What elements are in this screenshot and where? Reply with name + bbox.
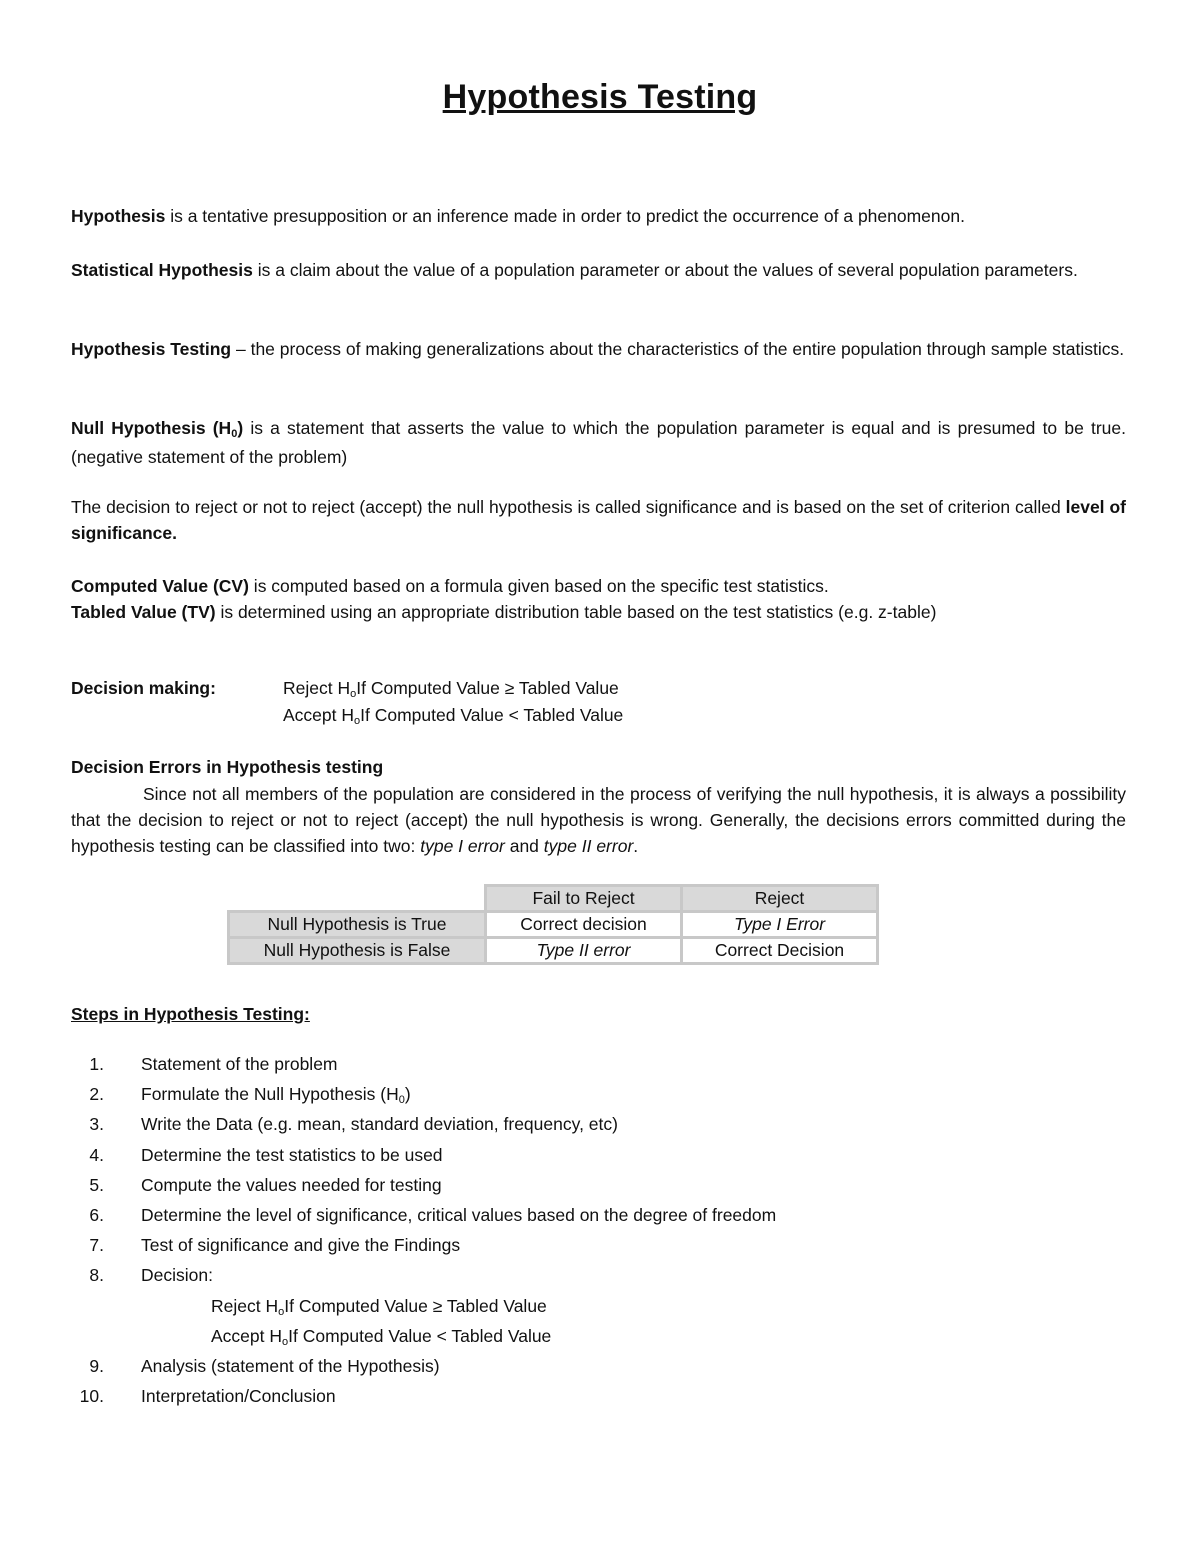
step-text: Determine the test statistics to be used xyxy=(141,1144,443,1165)
table-row xyxy=(229,912,878,938)
table-cell: Correct decision xyxy=(486,912,682,938)
accept-sub: o xyxy=(354,715,361,727)
step-number: 2. xyxy=(89,1084,104,1105)
table-corner-cell xyxy=(229,886,486,912)
hypothesis-term: Hypothesis xyxy=(71,206,166,226)
step-decision-reject xyxy=(211,1293,547,1322)
decision-making-accept xyxy=(283,702,623,731)
tabled-value-definition xyxy=(71,599,1126,625)
statistical-hypothesis-definition xyxy=(71,257,1126,283)
accept-pre: Accept H xyxy=(283,705,354,725)
step-text-close: ) xyxy=(404,1084,411,1105)
step-number: 5. xyxy=(89,1174,104,1195)
decision-making-reject xyxy=(283,675,619,704)
decision-errors-heading-text: Decision Errors in Hypothesis testing xyxy=(71,757,384,777)
step-text: Decision: xyxy=(141,1265,213,1286)
step-decision-accept xyxy=(211,1323,551,1352)
table-cell: Type I Error xyxy=(682,912,878,938)
step-text: Interpretation/Conclusion xyxy=(141,1386,336,1407)
computed-value-definition xyxy=(71,573,1126,599)
step-number: 4. xyxy=(89,1144,104,1165)
step-number: 10. xyxy=(79,1386,104,1407)
step-number: 8. xyxy=(89,1265,104,1286)
cv-text: is computed based on a formula given based on the specific test statistics. xyxy=(248,576,829,596)
step-number: 9. xyxy=(89,1355,104,1376)
decision-paragraph xyxy=(71,494,1126,546)
step-text: Statement of the problem xyxy=(141,1054,338,1074)
null-text: is a statement that asserts the value to which the population parameter is equal and is presumed to be true. (negative statement of the problem) xyxy=(71,418,1126,467)
reject-pre: Reject H xyxy=(283,678,351,698)
decision-errors-table xyxy=(227,884,879,965)
step-subscript: 0 xyxy=(398,1094,405,1107)
testing-term: Hypothesis Testing xyxy=(71,339,232,359)
null-term xyxy=(71,418,243,438)
null-hypothesis-definition xyxy=(71,415,1126,470)
table-row xyxy=(229,938,878,964)
step-reject-pre: Reject H xyxy=(211,1295,279,1316)
steps-heading: Steps in Hypothesis Testing: xyxy=(71,1004,310,1024)
decision-errors-paragraph xyxy=(71,781,1126,859)
accept-post: If Computed Value < Tabled Value xyxy=(360,705,624,725)
table-row-label: Null Hypothesis is True xyxy=(229,912,486,938)
reject-post: If Computed Value ≥ Tabled Value xyxy=(356,678,619,698)
table-header-row xyxy=(229,886,878,912)
step-text: Determine the level of significance, critical values based on the degree of freedom xyxy=(141,1204,777,1225)
step-reject-sub: o xyxy=(278,1305,285,1318)
decision-making-label-text: Decision making: xyxy=(71,678,216,698)
decision-errors-heading xyxy=(71,754,383,780)
step-number: 3. xyxy=(89,1114,104,1135)
table-header-reject: Reject xyxy=(682,886,878,912)
and-text: and xyxy=(504,836,544,856)
cv-term: Computed Value (CV) xyxy=(71,576,249,596)
null-term-close: ) xyxy=(237,418,244,438)
step-text xyxy=(141,1081,411,1110)
step-text-main: Formulate the Null Hypothesis (H xyxy=(141,1084,399,1105)
hypothesis-text: is a tentative presupposition or an inference made in order to predict the occurrence of a phenomenon. xyxy=(165,206,965,226)
decision-making-label xyxy=(71,675,216,701)
step-accept-sub: o xyxy=(282,1335,289,1348)
null-term-text: Null Hypothesis (H xyxy=(71,418,232,438)
testing-text: – the process of making generalizations about the characteristics of the entire population through sample statistics. xyxy=(231,339,1125,359)
null-subscript: 0 xyxy=(231,428,238,440)
step-number: 7. xyxy=(89,1235,104,1256)
step-text: Analysis (statement of the Hypothesis) xyxy=(141,1355,440,1376)
decision-errors-text: Since not all members of the population are considered in the process of verifying the null hypothesis, it is always a possibility that the decision to reject or not to reject (accept) the null hypothesis is wrong. Generally, the decisions errors committed during the hypothesis testing can be classified into two: xyxy=(71,784,1126,856)
period: . xyxy=(633,836,639,856)
step-text: Test of significance and give the Findings xyxy=(141,1235,461,1256)
reject-sub: o xyxy=(350,688,357,700)
step-number: 6. xyxy=(89,1204,104,1225)
statistical-text: is a claim about the value of a population parameter or about the values of several population parameters. xyxy=(252,260,1078,280)
type-i-error-term: type I error xyxy=(420,836,505,856)
table-header-fail-to-reject: Fail to Reject xyxy=(486,886,682,912)
step-accept-post: If Computed Value < Tabled Value xyxy=(288,1325,552,1346)
table-cell: Correct Decision xyxy=(682,938,878,964)
page-title: Hypothesis Testing xyxy=(442,78,758,116)
hypothesis-definition xyxy=(71,203,1126,229)
level-of-significance-term: level of significance. xyxy=(71,497,1126,543)
step-number: 1. xyxy=(89,1054,104,1074)
table-row-label: Null Hypothesis is False xyxy=(229,938,486,964)
type-ii-error-term: type II error xyxy=(543,836,634,856)
step-reject-post: If Computed Value ≥ Tabled Value xyxy=(284,1295,547,1316)
step-text: Write the Data (e.g. mean, standard deviation, frequency, etc) xyxy=(141,1114,618,1135)
table-cell: Type II error xyxy=(486,938,682,964)
step-text: Compute the values needed for testing xyxy=(141,1174,442,1195)
tv-term: Tabled Value (TV) xyxy=(71,602,216,622)
tv-text: is determined using an appropriate distribution table based on the test statistics (e.g. z-table) xyxy=(215,602,937,622)
step-accept-pre: Accept H xyxy=(211,1325,282,1346)
hypothesis-testing-definition xyxy=(71,336,1126,362)
statistical-term: Statistical Hypothesis xyxy=(71,260,253,280)
decision-text: The decision to reject or not to reject (accept) the null hypothesis is called significance and is based on the set of criterion called xyxy=(71,497,1066,517)
